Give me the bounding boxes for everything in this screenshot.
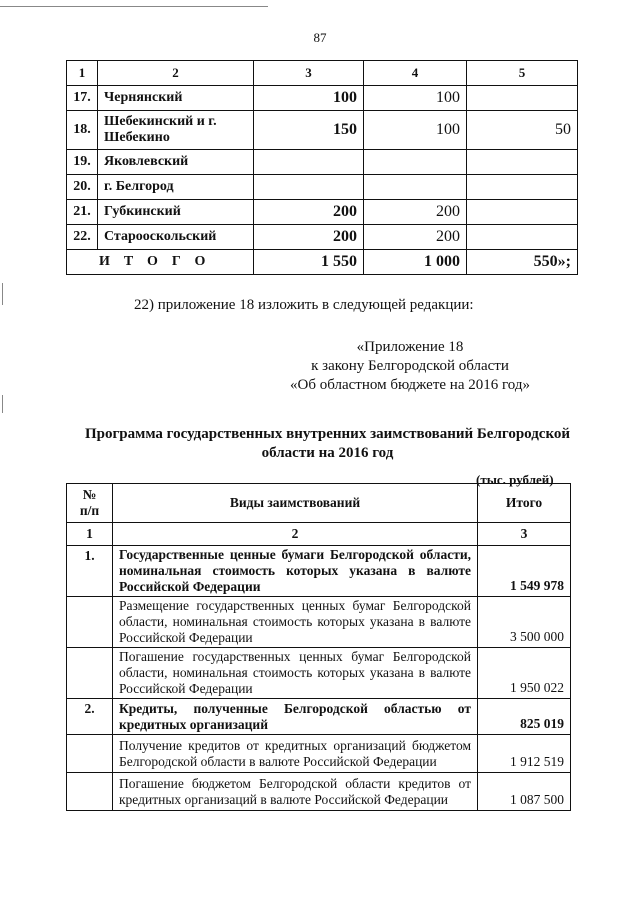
title-line: области на 2016 год bbox=[261, 445, 394, 461]
borrowing-total: 1 912 519 bbox=[478, 735, 571, 773]
borrowing-type: Погашение бюджетом Белгородской области кредитов от кредитных организаций в валюте Российской Федерации bbox=[113, 773, 478, 811]
table-header-row bbox=[67, 61, 578, 86]
table-row bbox=[67, 773, 571, 811]
table-row bbox=[67, 699, 571, 735]
row-number bbox=[67, 773, 113, 811]
header-total: Итого bbox=[478, 484, 571, 523]
borrowing-type: Размещение государственных ценных бумаг Белгородской области, номинальная стоимость которых указана в валюте Российской Федерации bbox=[113, 597, 478, 648]
row-number: 18. bbox=[67, 111, 98, 150]
row-number: 21. bbox=[67, 200, 98, 225]
value-col3: 150 bbox=[254, 111, 364, 150]
row-number: 2. bbox=[67, 699, 113, 735]
districts-table bbox=[66, 60, 578, 275]
row-number: 17. bbox=[67, 86, 98, 111]
table-row bbox=[67, 735, 571, 773]
district-name: Шебекинский и г. Шебекино bbox=[98, 111, 254, 150]
header-cell: 4 bbox=[364, 61, 467, 86]
row-number: 20. bbox=[67, 175, 98, 200]
total-col4: 1 000 bbox=[364, 250, 467, 275]
table-row bbox=[67, 111, 578, 150]
units-label: (тыс. рублей) bbox=[476, 472, 554, 487]
value-col5 bbox=[467, 200, 578, 225]
header-cell: 2 bbox=[98, 61, 254, 86]
borrowings-table bbox=[66, 483, 571, 811]
table-row bbox=[67, 546, 571, 597]
table-row bbox=[67, 175, 578, 200]
row-number bbox=[67, 648, 113, 699]
total-label: ИТОГО bbox=[67, 250, 254, 275]
borrowing-total: 1 950 022 bbox=[478, 648, 571, 699]
value-col3 bbox=[254, 150, 364, 175]
total-col5: 550»; bbox=[467, 250, 578, 275]
header-cell: 3 bbox=[254, 61, 364, 86]
row-number bbox=[67, 597, 113, 648]
borrowing-total: 1 549 978 bbox=[478, 546, 571, 597]
column-number-row bbox=[67, 523, 571, 546]
header-type: Виды заимствований bbox=[113, 484, 478, 523]
column-number: 1 bbox=[67, 523, 113, 546]
value-col5 bbox=[467, 225, 578, 250]
table-row bbox=[67, 648, 571, 699]
value-col3: 200 bbox=[254, 225, 364, 250]
borrowing-type: Государственные ценные бумаги Белгородской области, номинальная стоимость которых указана в валюте Российской Федерации bbox=[113, 546, 478, 597]
appendix-line: «Приложение 18 bbox=[356, 339, 464, 355]
district-name: Старооскольский bbox=[98, 225, 254, 250]
row-number: 1. bbox=[67, 546, 113, 597]
value-col3: 200 bbox=[254, 200, 364, 225]
borrowing-type: Кредиты, полученные Белгородской областью от кредитных организаций bbox=[113, 699, 478, 735]
value-col4 bbox=[364, 150, 467, 175]
header-cell: 5 bbox=[467, 61, 578, 86]
value-col4: 100 bbox=[364, 86, 467, 111]
appendix-line: к закону Белгородской области bbox=[311, 358, 509, 374]
row-number: 19. bbox=[67, 150, 98, 175]
table-row bbox=[67, 150, 578, 175]
borrowing-total: 3 500 000 bbox=[478, 597, 571, 648]
column-number: 2 bbox=[113, 523, 478, 546]
district-name: Яковлевский bbox=[98, 150, 254, 175]
appendix-line: «Об областном бюджете на 2016 год» bbox=[290, 377, 530, 393]
borrowing-total: 1 087 500 bbox=[478, 773, 571, 811]
page-number: 87 bbox=[313, 30, 327, 45]
scan-artifact-mark bbox=[2, 283, 3, 305]
table-row bbox=[67, 86, 578, 111]
district-name: Губкинский bbox=[98, 200, 254, 225]
table-header-row bbox=[67, 484, 571, 523]
value-col5: 50 bbox=[467, 111, 578, 150]
table-row bbox=[67, 200, 578, 225]
total-col3: 1 550 bbox=[254, 250, 364, 275]
scan-artifact-mark bbox=[2, 395, 3, 413]
amendment-paragraph: 22) приложение 18 изложить в следующей редакции: bbox=[134, 297, 474, 313]
value-col3 bbox=[254, 175, 364, 200]
table-row bbox=[67, 597, 571, 648]
header-cell: 1 bbox=[67, 61, 98, 86]
district-name: г. Белгород bbox=[98, 175, 254, 200]
table-row bbox=[67, 225, 578, 250]
borrowing-total: 825 019 bbox=[478, 699, 571, 735]
value-col3: 100 bbox=[254, 86, 364, 111]
district-name: Чернянский bbox=[98, 86, 254, 111]
borrowing-type: Получение кредитов от кредитных организаций бюджетом Белгородской области в валюте Российской Федерации bbox=[113, 735, 478, 773]
value-col4 bbox=[364, 175, 467, 200]
value-col4: 200 bbox=[364, 200, 467, 225]
scan-artifact-line bbox=[0, 6, 268, 7]
header-num: № п/п bbox=[67, 484, 113, 523]
value-col5 bbox=[467, 150, 578, 175]
appendix-caption bbox=[285, 338, 535, 395]
value-col4: 100 bbox=[364, 111, 467, 150]
row-number bbox=[67, 735, 113, 773]
column-number: 3 bbox=[478, 523, 571, 546]
value-col4: 200 bbox=[364, 225, 467, 250]
value-col5 bbox=[467, 86, 578, 111]
program-title bbox=[70, 425, 585, 463]
total-row bbox=[67, 250, 578, 275]
title-line: Программа государственных внутренних заимствований Белгородской bbox=[84, 426, 571, 442]
row-number: 22. bbox=[67, 225, 98, 250]
value-col5 bbox=[467, 175, 578, 200]
borrowing-type: Погашение государственных ценных бумаг Белгородской области, номинальная стоимость которых указана в валюте Российской Федерации bbox=[113, 648, 478, 699]
